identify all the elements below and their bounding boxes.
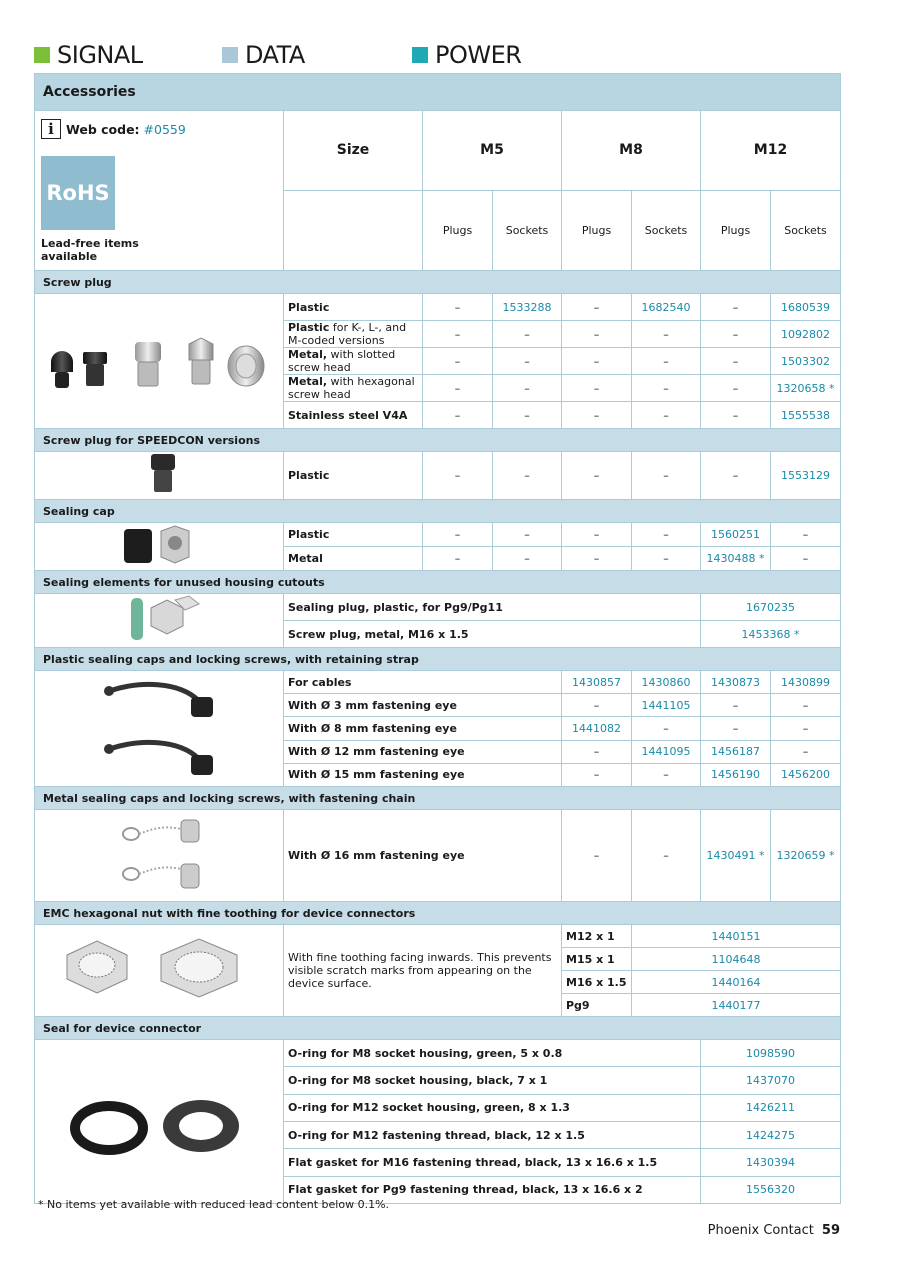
rohs-badge-icon: RoHS bbox=[41, 156, 115, 230]
legend-signal bbox=[34, 40, 143, 70]
row-label: Flat gasket for Pg9 fastening thread, black, 13 x 16.6 x 2 bbox=[284, 1176, 701, 1203]
cell-m12-plugs: – bbox=[701, 452, 771, 500]
cell-m12-sockets: – bbox=[771, 523, 841, 547]
metal-caps-chain-photo-icon bbox=[39, 810, 279, 898]
section-title: Sealing elements for unused housing cutouts bbox=[35, 571, 841, 594]
cell-m12-plugs[interactable]: 1456187 bbox=[701, 740, 771, 763]
cell-m12-sockets[interactable]: 1555538 bbox=[771, 402, 841, 429]
emc-nuts-photo-icon bbox=[39, 925, 279, 1013]
plastic-caps-image bbox=[35, 671, 284, 787]
section-title: Metal sealing caps and locking screws, with fastening chain bbox=[35, 787, 841, 810]
accessories-table bbox=[34, 73, 841, 1204]
legend-power-label: POWER bbox=[435, 41, 522, 69]
cell-m12-sockets: – bbox=[771, 740, 841, 763]
sealing-elements-image bbox=[35, 594, 284, 648]
row-label: Flat gasket for M16 fastening thread, black, 13 x 16.6 x 1.5 bbox=[284, 1149, 701, 1176]
row-label: O-ring for M8 socket housing, green, 5 x 0.8 bbox=[284, 1040, 701, 1067]
cell-m8-plugs[interactable]: 1441082 bbox=[562, 717, 632, 740]
m12-header: M12 bbox=[701, 111, 841, 191]
cell-order-code[interactable]: 1104648 bbox=[632, 948, 841, 971]
info-icon: i bbox=[41, 119, 61, 139]
row-label: Plastic bbox=[284, 452, 423, 500]
row-label: With Ø 15 mm fastening eye bbox=[284, 763, 562, 786]
m5-sockets-header: Sockets bbox=[493, 191, 562, 271]
cell-m5-sockets: – bbox=[493, 547, 562, 571]
cell-m5-sockets: – bbox=[493, 321, 562, 348]
cell-m8-sockets[interactable]: 1682540 bbox=[632, 294, 701, 321]
row-label: O-ring for M12 fastening thread, black, 12 x 1.5 bbox=[284, 1121, 701, 1148]
cell-m5-plugs: – bbox=[423, 452, 493, 500]
cell-order-code[interactable]: 1440151 bbox=[632, 925, 841, 948]
metal-caps-image bbox=[35, 810, 284, 902]
cell-m12-plugs[interactable]: 1430491 * bbox=[701, 810, 771, 902]
cell-order-code[interactable]: 1670235 bbox=[701, 594, 841, 621]
page-footer bbox=[708, 1223, 840, 1238]
row-label: O-ring for M12 socket housing, green, 8 x 1.3 bbox=[284, 1094, 701, 1121]
webcode-link[interactable]: #0559 bbox=[143, 121, 186, 137]
webcode bbox=[41, 119, 186, 139]
legend-data bbox=[222, 40, 305, 70]
row-label: Metal, with slotted screw head bbox=[284, 348, 423, 375]
cell-order-code[interactable]: 1098590 bbox=[701, 1040, 841, 1067]
page-number: 59 bbox=[821, 1223, 840, 1238]
row-label: Plastic bbox=[284, 294, 423, 321]
m5-plugs-header: Plugs bbox=[423, 191, 493, 271]
row-size: M12 x 1 bbox=[562, 925, 632, 948]
row-label: O-ring for M8 socket housing, black, 7 x 1 bbox=[284, 1067, 701, 1094]
cell-m12-sockets: – bbox=[771, 717, 841, 740]
cell-m12-plugs[interactable]: 1560251 bbox=[701, 523, 771, 547]
cell-m12-sockets[interactable]: 1680539 bbox=[771, 294, 841, 321]
cell-m8-plugs: – bbox=[562, 547, 632, 571]
cell-m8-plugs: – bbox=[562, 375, 632, 402]
cell-m5-sockets[interactable]: 1533288 bbox=[493, 294, 562, 321]
speedcon-image bbox=[35, 452, 284, 500]
cell-m12-sockets: – bbox=[771, 694, 841, 717]
emc-nut-image bbox=[35, 925, 284, 1017]
cell-m12-plugs: – bbox=[701, 348, 771, 375]
leadfree-note: Lead-free items available bbox=[41, 237, 139, 263]
row-label: Sealing plug, plastic, for Pg9/Pg11 bbox=[284, 594, 701, 621]
cell-m8-sockets[interactable]: 1430860 bbox=[632, 671, 701, 694]
cell-m8-plugs[interactable]: 1430857 bbox=[562, 671, 632, 694]
cell-m12-plugs: – bbox=[701, 717, 771, 740]
cell-m8-sockets: – bbox=[632, 402, 701, 429]
speedcon-plug-photo-icon bbox=[39, 452, 279, 496]
cell-m12-plugs: – bbox=[701, 402, 771, 429]
cell-order-code[interactable]: 1440177 bbox=[632, 994, 841, 1017]
section-title: Sealing cap bbox=[35, 500, 841, 523]
cell-m8-plugs: – bbox=[562, 694, 632, 717]
cell-m12-sockets[interactable]: 1503302 bbox=[771, 348, 841, 375]
m5-header: M5 bbox=[423, 111, 562, 191]
footnote: * No items yet available with reduced lead content below 0.1%. bbox=[38, 1198, 390, 1211]
cell-m12-plugs: – bbox=[701, 321, 771, 348]
cell-m12-plugs: – bbox=[701, 294, 771, 321]
cell-m12-sockets: – bbox=[771, 547, 841, 571]
cell-m5-sockets: – bbox=[493, 402, 562, 429]
row-label: Plastic bbox=[284, 523, 423, 547]
size-sub-empty bbox=[284, 191, 423, 271]
row-size: M16 x 1.5 bbox=[562, 971, 632, 994]
row-label: For cables bbox=[284, 671, 562, 694]
cell-m8-plugs: – bbox=[562, 740, 632, 763]
cell-m8-sockets: – bbox=[632, 452, 701, 500]
cell-m8-sockets: – bbox=[632, 523, 701, 547]
cell-m8-sockets: – bbox=[632, 717, 701, 740]
section-title: Seal for device connector bbox=[35, 1017, 841, 1040]
m8-sockets-header: Sockets bbox=[632, 191, 701, 271]
m8-plugs-header: Plugs bbox=[562, 191, 632, 271]
row-label: Metal, with hexagonal screw head bbox=[284, 375, 423, 402]
legend-signal-label: SIGNAL bbox=[57, 41, 143, 69]
cell-m8-sockets: – bbox=[632, 321, 701, 348]
cell-m12-plugs: – bbox=[701, 375, 771, 402]
cell-m12-sockets[interactable]: 1430899 bbox=[771, 671, 841, 694]
row-label: Screw plug, metal, M16 x 1.5 bbox=[284, 621, 701, 648]
cell-m8-plugs: – bbox=[562, 763, 632, 786]
cell-m5-sockets: – bbox=[493, 375, 562, 402]
cell-m12-sockets[interactable]: 1320659 * bbox=[771, 810, 841, 902]
cell-order-code[interactable]: 1430394 bbox=[701, 1149, 841, 1176]
cell-m5-plugs: – bbox=[423, 375, 493, 402]
cell-m5-plugs: – bbox=[423, 402, 493, 429]
cell-m12-plugs[interactable]: 1456190 bbox=[701, 763, 771, 786]
power-swatch-icon bbox=[412, 47, 428, 63]
legend-power bbox=[412, 40, 521, 70]
sealing-elements-photo-icon bbox=[39, 594, 279, 644]
cell-m8-plugs: – bbox=[562, 810, 632, 902]
cell-m8-plugs: – bbox=[562, 523, 632, 547]
cell-m12-plugs[interactable]: 1430873 bbox=[701, 671, 771, 694]
cell-m5-sockets: – bbox=[493, 452, 562, 500]
row-label: Plastic for K-, L-, and M-coded versions bbox=[284, 321, 423, 348]
webcode-label: Web code: bbox=[66, 121, 140, 137]
m12-plugs-header: Plugs bbox=[701, 191, 771, 271]
cell-m12-sockets[interactable]: 1553129 bbox=[771, 452, 841, 500]
cell-order-code[interactable]: 1426211 bbox=[701, 1094, 841, 1121]
page-title: Accessories bbox=[35, 74, 841, 111]
cell-m8-plugs: – bbox=[562, 348, 632, 375]
cell-order-code[interactable]: 1440164 bbox=[632, 971, 841, 994]
cell-m8-sockets: – bbox=[632, 763, 701, 786]
cell-m8-sockets: – bbox=[632, 375, 701, 402]
section-title: Screw plug bbox=[35, 271, 841, 294]
m12-sockets-header: Sockets bbox=[771, 191, 841, 271]
cell-m5-plugs: – bbox=[423, 523, 493, 547]
product-legend bbox=[34, 40, 840, 70]
cell-m12-plugs[interactable]: 1430488 * bbox=[701, 547, 771, 571]
cell-m5-plugs: – bbox=[423, 294, 493, 321]
cell-m12-plugs: – bbox=[701, 694, 771, 717]
row-label: With Ø 16 mm fastening eye bbox=[284, 810, 562, 902]
section-title: Plastic sealing caps and locking screws, with retaining strap bbox=[35, 648, 841, 671]
cell-m12-sockets[interactable]: 1092802 bbox=[771, 321, 841, 348]
row-label: Metal bbox=[284, 547, 423, 571]
legend-data-label: DATA bbox=[245, 41, 305, 69]
cell-m5-plugs: – bbox=[423, 348, 493, 375]
m8-header: M8 bbox=[562, 111, 701, 191]
sealing-caps-photo-icon bbox=[39, 523, 279, 567]
cell-m5-sockets: – bbox=[493, 348, 562, 375]
cell-m5-plugs: – bbox=[423, 321, 493, 348]
row-size: Pg9 bbox=[562, 994, 632, 1017]
cell-order-code[interactable]: 1453368 * bbox=[701, 621, 841, 648]
cell-m8-plugs: – bbox=[562, 402, 632, 429]
cell-m8-sockets: – bbox=[632, 547, 701, 571]
row-label: With Ø 8 mm fastening eye bbox=[284, 717, 562, 740]
signal-swatch-icon bbox=[34, 47, 50, 63]
screw-plugs-photo-icon bbox=[39, 300, 279, 420]
row-label: With Ø 3 mm fastening eye bbox=[284, 694, 562, 717]
orings-photo-icon bbox=[39, 1040, 279, 1200]
screw-plug-image bbox=[35, 294, 284, 429]
cell-m8-sockets[interactable]: 1441095 bbox=[632, 740, 701, 763]
cell-m8-sockets[interactable]: 1441105 bbox=[632, 694, 701, 717]
section-title: Screw plug for SPEEDCON versions bbox=[35, 429, 841, 452]
section-title: EMC hexagonal nut with fine toothing for device connectors bbox=[35, 902, 841, 925]
cell-m5-sockets: – bbox=[493, 523, 562, 547]
company-name: Phoenix Contact bbox=[707, 1223, 814, 1238]
cell-m12-sockets[interactable]: 1456200 bbox=[771, 763, 841, 786]
emc-description: With fine toothing facing inwards. This prevents visible scratch marks from appearing on the device surface. bbox=[284, 925, 562, 1017]
cell-m8-plugs: – bbox=[562, 294, 632, 321]
cell-m5-plugs: – bbox=[423, 547, 493, 571]
cell-m8-sockets: – bbox=[632, 348, 701, 375]
row-label: With Ø 12 mm fastening eye bbox=[284, 740, 562, 763]
sealing-cap-image bbox=[35, 523, 284, 571]
cell-m8-sockets: – bbox=[632, 810, 701, 902]
size-header: Size bbox=[284, 111, 423, 191]
row-label: Stainless steel V4A bbox=[284, 402, 423, 429]
cell-m12-sockets[interactable]: 1320658 * bbox=[771, 375, 841, 402]
data-swatch-icon bbox=[222, 47, 238, 63]
cell-m8-plugs: – bbox=[562, 321, 632, 348]
row-size: M15 x 1 bbox=[562, 948, 632, 971]
cell-order-code[interactable]: 1424275 bbox=[701, 1121, 841, 1148]
cell-order-code[interactable]: 1556320 bbox=[701, 1176, 841, 1203]
plastic-caps-strap-photo-icon bbox=[39, 671, 279, 783]
cell-order-code[interactable]: 1437070 bbox=[701, 1067, 841, 1094]
seal-device-image bbox=[35, 1040, 284, 1204]
intro-cell bbox=[35, 111, 284, 271]
cell-m8-plugs: – bbox=[562, 452, 632, 500]
